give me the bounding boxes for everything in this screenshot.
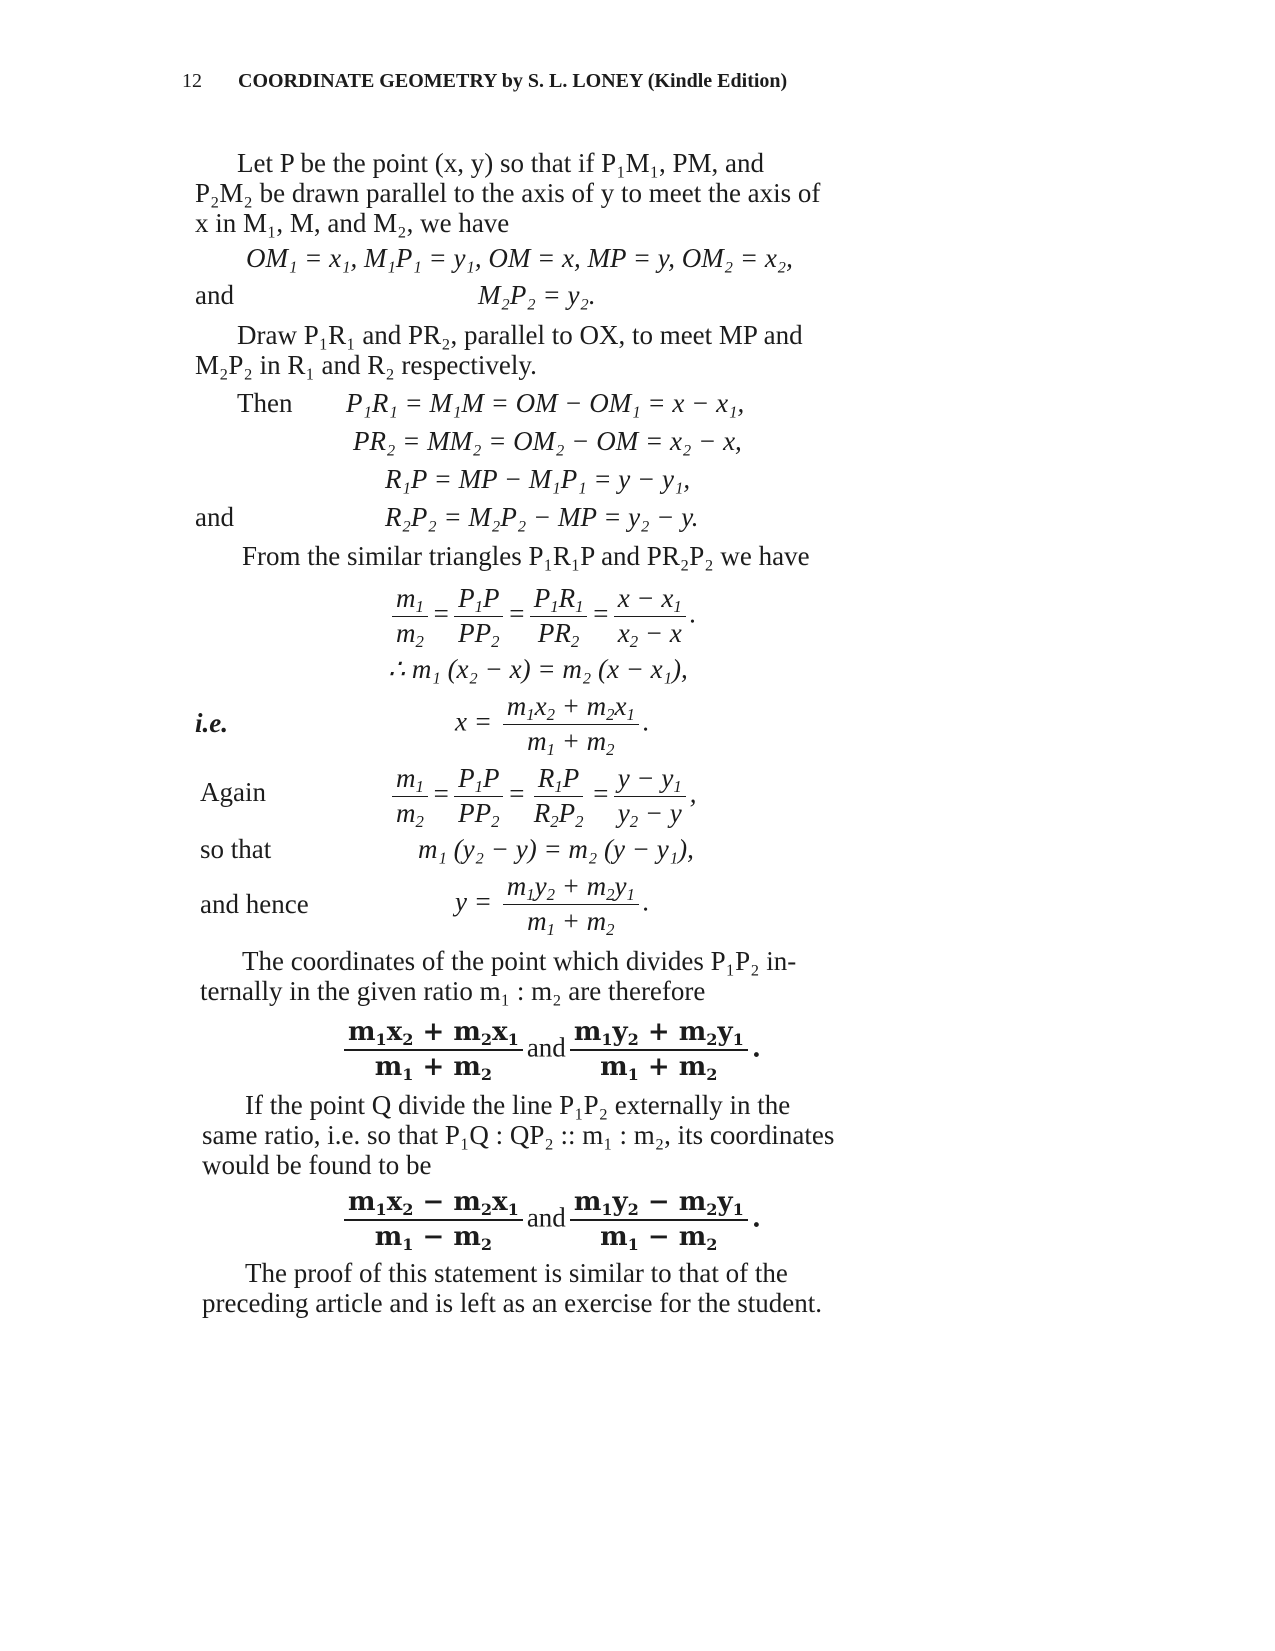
text-line: From the similar triangles P₁R₁P and PR₂P₂ we have xyxy=(242,541,810,571)
equation-line: PR₂ = MM₂ = OM₂ − OM = x₂ − x, xyxy=(353,426,742,456)
internal-division-formula: $\frac{m_1x_2 + m_2x_1}{m_1 + m_2}$ and $\frac{m_1y_2 + m_2y_1}{m_1 + m_2}$ . xyxy=(340,1016,761,1083)
equation-line: M₂P₂ = y₂. xyxy=(478,280,596,310)
text-line: x in M₁, M, and M₂, we have xyxy=(195,208,510,238)
and-word: and xyxy=(526,1032,566,1063)
and-word: and xyxy=(526,1202,566,1233)
text-label: and xyxy=(195,502,234,532)
page-header xyxy=(182,70,787,93)
y-equation: y = $\frac{m_1y_2 + m_2y_1}{m_1 + m_2}$ . xyxy=(455,871,650,939)
text-line: same ratio, i.e. so that P₁Q : QP₂ :: m₁ : m₂, its coordinates xyxy=(202,1120,835,1150)
text-line: The proof of this statement is similar to that of the xyxy=(245,1258,788,1288)
text-label: i.e. xyxy=(195,708,228,738)
ratio-equation: $\frac{m_1}{m_2}$ = $\frac{P_1P}{PP_2}$ = $\frac{P_1R_1}{PR_2}$ = $\frac{x - x_1}{x_2 - x}$ . xyxy=(388,582,697,651)
equation-line: ∴ m₁ (x₂ − x) = m₂ (x − x₁), xyxy=(388,654,688,684)
text-line: Draw P₁R₁ and PR₂, parallel to OX, to meet MP and xyxy=(237,320,803,350)
page-number: 12 xyxy=(182,70,202,92)
text-label: Again xyxy=(200,777,266,807)
text-line: Let P be the point (x, y) so that if P₁M₁, PM, and xyxy=(237,148,765,178)
text-line: ternally in the given ratio m₁ : m₂ are therefore xyxy=(200,976,706,1006)
external-division-formula: $\frac{m_1x_2 - m_2x_1}{m_1 - m_2}$ and $\frac{m_1y_2 - m_2y_1}{m_1 - m_2}$ . xyxy=(340,1186,761,1253)
text-line: The coordinates of the point which divides P₁P₂ in- xyxy=(242,946,797,976)
text-line: M₂P₂ in R₁ and R₂ respectively. xyxy=(195,350,537,380)
equation-line: m₁ (y₂ − y) = m₂ (y − y₁), xyxy=(418,834,694,864)
text-line: P₂M₂ be drawn parallel to the axis of y to meet the axis of xyxy=(195,178,821,208)
ratio-equation: $\frac{m_1}{m_2}$ = $\frac{P_1P}{PP_2}$ = $\frac{R_1P}{R_2P_2}$ = $\frac{y - y_1}{y_2 - y}$ , xyxy=(388,762,697,831)
text-label: so that xyxy=(200,834,272,864)
x-equation: x = $\frac{m_1x_2 + m_2x_1}{m_1 + m_2}$ . xyxy=(455,691,650,759)
text-line: preceding article and is left as an exercise for the student. xyxy=(202,1288,822,1318)
equation-line: P₁R₁ = M₁M = OM − OM₁ = x − x₁, xyxy=(346,388,745,418)
text-line: would be found to be xyxy=(202,1150,432,1180)
equation-line: OM₁ = x₁, M₁P₁ = y₁, OM = x, MP = y, OM₂ = x₂, xyxy=(246,243,793,273)
text-label: Then xyxy=(237,388,293,418)
equation-line: R₂P₂ = M₂P₂ − MP = y₂ − y. xyxy=(385,502,699,532)
equation-line: R₁P = MP − M₁P₁ = y − y₁, xyxy=(385,464,691,494)
text-label: and hence xyxy=(200,889,309,919)
text-label: and xyxy=(195,280,234,310)
running-title: COORDINATE GEOMETRY by S. L. LONEY (Kindle Edition) xyxy=(238,70,788,92)
text-line: If the point Q divide the line P₁P₂ externally in the xyxy=(245,1090,791,1120)
